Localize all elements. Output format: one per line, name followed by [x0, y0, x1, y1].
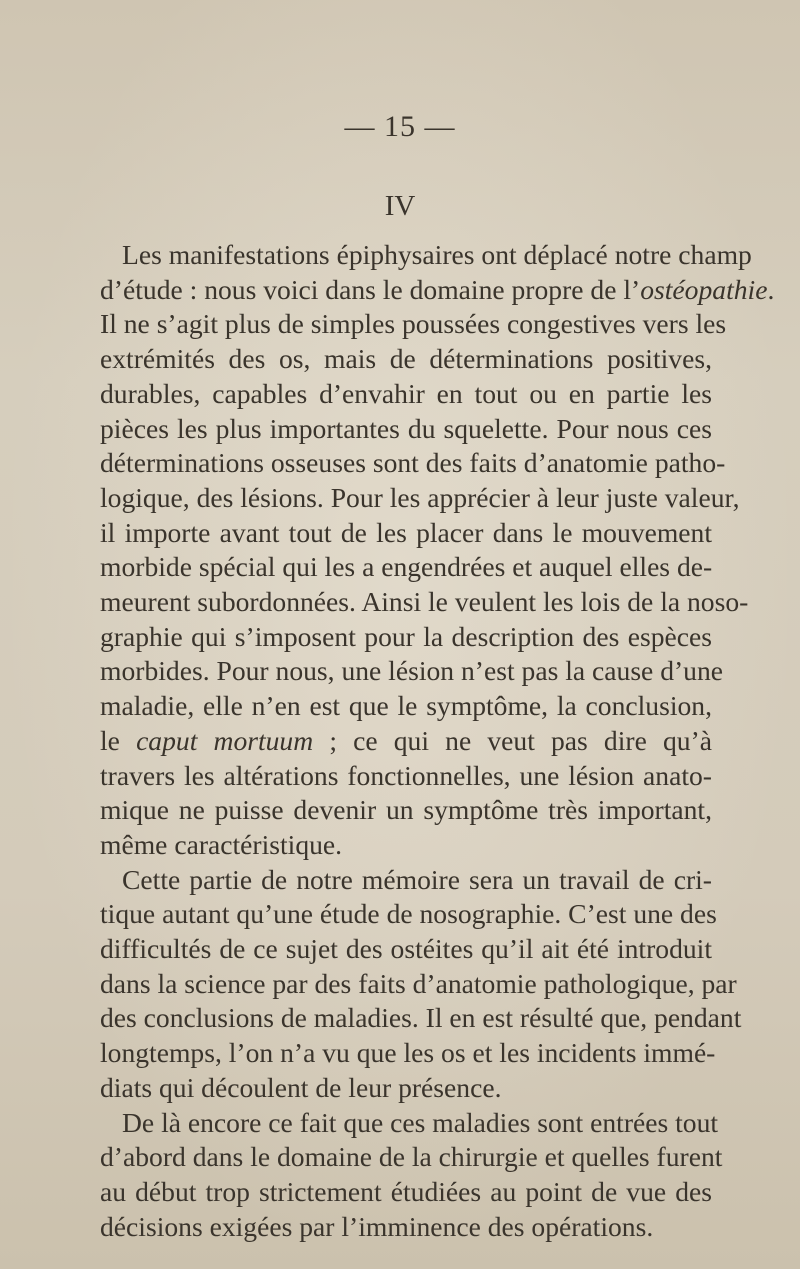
italic-term: ostéopathie	[640, 273, 768, 305]
text-line: le caput mortuum ; ce qui ne veut pas dire qu’à	[100, 724, 713, 756]
text-line: diats qui découlent de leur présence.	[100, 1071, 502, 1103]
text-line: meurent subordonnées. Ainsi le veulent les lois de la noso-	[100, 586, 749, 618]
text-line: décisions exigées par l’imminence des opérations.	[100, 1210, 654, 1242]
text-line: mique ne puisse devenir un symptôme très important,	[100, 794, 712, 826]
text-line: même caractéristique.	[100, 828, 343, 860]
text-line: durables, capables d’envahir en tout ou en partie les	[100, 377, 712, 409]
text-line: difficultés de ce sujet des ostéites qu’il ait été introduit	[100, 933, 712, 965]
body-text	[100, 238, 775, 1244]
page-number: — 15 —	[344, 110, 456, 143]
italic-term: caput mortuum	[136, 724, 314, 756]
text-line: morbide spécial qui les a engendrées et auquel elles de-	[100, 551, 713, 583]
text-line: Il ne s’agit plus de simples poussées congestives vers les	[100, 308, 727, 340]
text-line: De là encore ce fait que ces maladies sont entrées tout	[122, 1106, 719, 1138]
text-line: d’étude : nous voici dans le domaine propre de l’ostéopathie.	[100, 273, 775, 305]
text-line: dans la science par des faits d’anatomie pathologique, par	[100, 967, 737, 999]
text-line: au début trop strictement étudiées au point de vue des	[100, 1175, 712, 1207]
text-line: extrémités des os, mais de déterminations positives,	[100, 343, 712, 375]
text-line: logique, des lésions. Pour les apprécier à leur juste valeur,	[100, 481, 740, 513]
text-line: Cette partie de notre mémoire sera un travail de cri-	[122, 863, 712, 895]
text-line: Les manifestations épiphysaires ont déplacé notre champ	[122, 239, 752, 270]
text-line: déterminations osseuses sont des faits d’anatomie patho-	[100, 447, 726, 479]
text-line: d’abord dans le domaine de la chirurgie et quelles furent	[100, 1141, 723, 1173]
text-line: tique autant qu’une étude de nosographie. C’est une des	[100, 898, 717, 930]
text-line: des conclusions de maladies. Il en est résulté que, pendant	[100, 1002, 742, 1034]
text-line: graphie qui s’imposent pour la description des espèces	[100, 620, 712, 652]
text-line: il importe avant tout de les placer dans le mouvement	[100, 516, 712, 548]
paragraph-2	[100, 863, 742, 1106]
section-heading: IV	[384, 190, 416, 222]
text-line: morbides. Pour nous, une lésion n’est pas la cause d’une	[100, 655, 724, 687]
text-line: travers les altérations fonctionnelles, une lésion anato-	[100, 759, 712, 791]
paragraph-1	[100, 238, 775, 863]
paragraph-3	[100, 1106, 723, 1245]
text-line: longtemps, l’on n’a vu que les os et les incidents immé-	[100, 1037, 716, 1069]
text-line: maladie, elle n’en est que le symptôme, la conclusion,	[100, 690, 712, 722]
text-line: pièces les plus importantes du squelette. Pour nous ces	[100, 412, 712, 444]
